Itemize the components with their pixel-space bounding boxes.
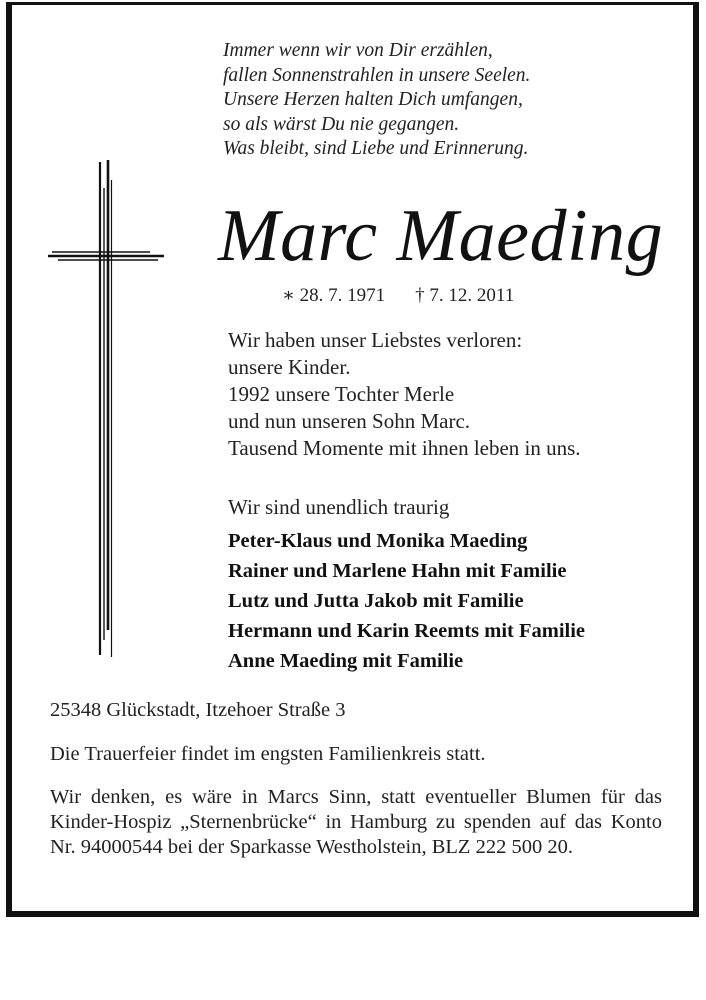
mourner-entry: Anne Maeding mit Familie (228, 650, 464, 672)
ceremony-note: Die Trauerfeier findet im engsten Familienkreis statt. (50, 743, 486, 765)
obituary-notice (6, 2, 699, 917)
mourning-intro: Wir sind unendlich traurig (228, 495, 450, 519)
mourner-entry: Rainer und Marlene Hahn mit Familie (228, 560, 567, 582)
mourner-list (228, 526, 585, 676)
cross-icon (48, 160, 164, 657)
death-date: † 7. 12. 2011 (415, 285, 515, 306)
donation-request: Wir denken, es wäre in Marcs Sinn, statt eventueller Blumen für das Kinder-Hospiz „Sternenbrücke“ in Hamburg zu spenden auf das Konto Nr. 94000544 bei der Sparkasse Westholstein, BLZ 222 500 20. (50, 786, 662, 858)
poem-line: fallen Sonnenstrahlen in unsere Seelen. (223, 64, 531, 86)
loss-line: Wir haben unser Liebstes verloren: (228, 328, 523, 352)
mourner-entry: Lutz und Jutta Jakob mit Familie (228, 590, 524, 612)
mourner-entry: Peter-Klaus und Monika Maeding (228, 530, 528, 552)
loss-line: Tausend Momente mit ihnen leben in uns. (228, 436, 581, 460)
deceased-name: Marc Maeding (218, 195, 664, 277)
loss-line: 1992 unsere Tochter Merle (228, 382, 455, 406)
birth-date: ∗ 28. 7. 1971 (282, 285, 386, 306)
loss-line: und nun unseren Sohn Marc. (228, 409, 471, 433)
memorial-poem (223, 39, 663, 162)
loss-text (228, 327, 581, 462)
loss-line: unsere Kinder. (228, 355, 351, 379)
poem-line: so als wärst Du nie gegangen. (223, 113, 460, 135)
life-dates (282, 284, 514, 308)
poem-line: Was bleibt, sind Liebe und Erinnerung. (223, 138, 529, 159)
poem-line: Unsere Herzen halten Dich umfangen, (223, 89, 523, 110)
family-address: 25348 Glückstadt, Itzehoer Straße 3 (50, 699, 346, 721)
poem-line: Immer wenn wir von Dir erzählen, (223, 40, 493, 61)
mourner-entry: Hermann und Karin Reemts mit Familie (228, 620, 586, 642)
